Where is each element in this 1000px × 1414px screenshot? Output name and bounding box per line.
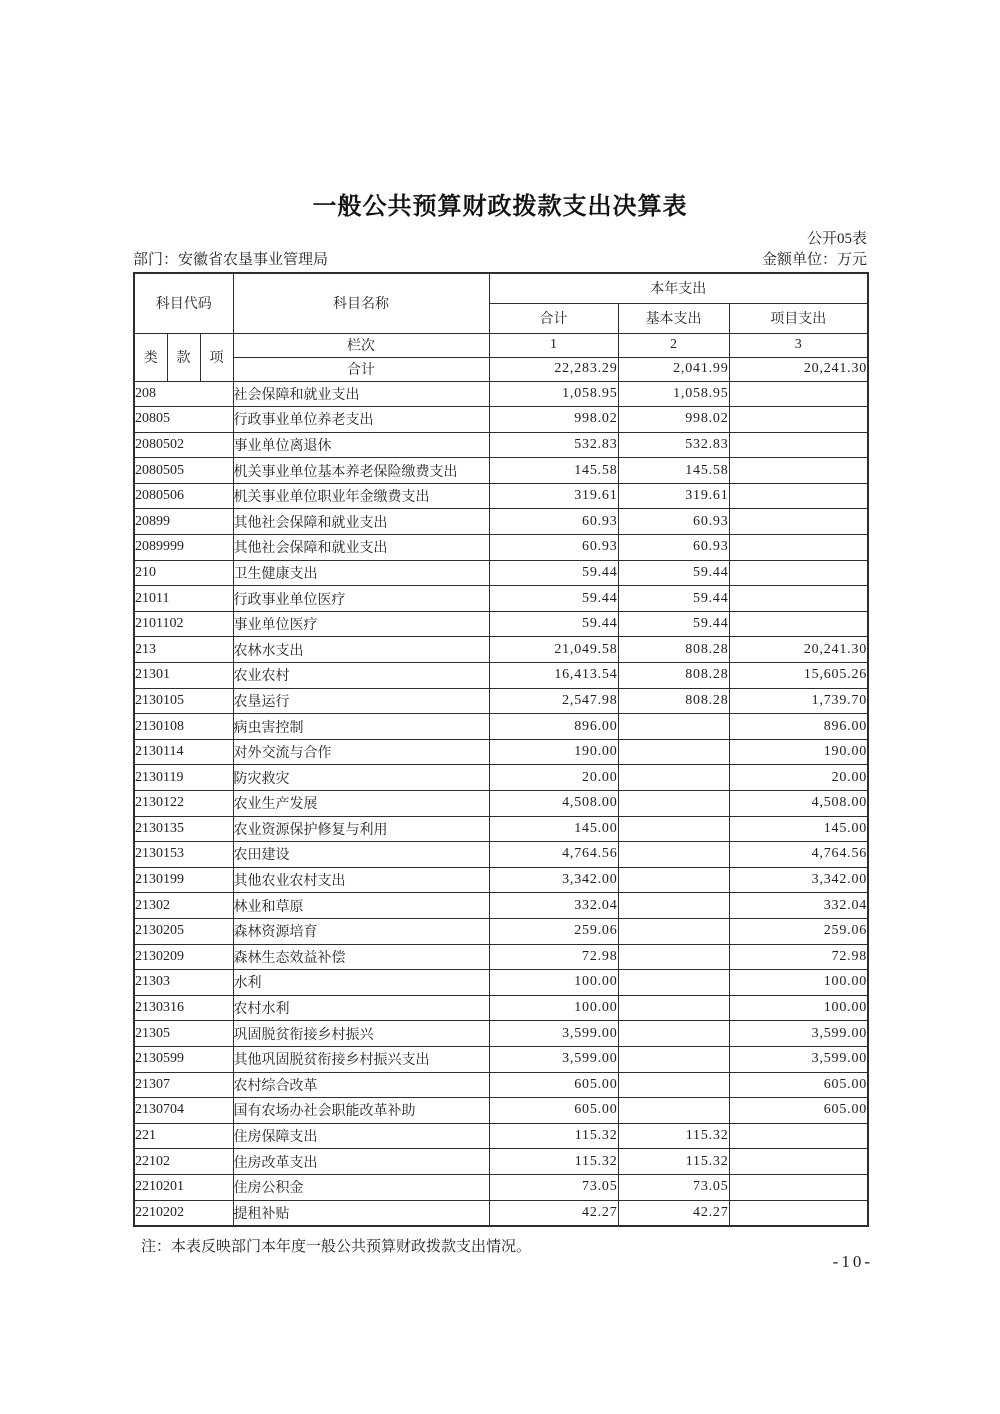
subject-code-cell: 20805 bbox=[134, 407, 233, 433]
subject-code-header: 科目代码 bbox=[134, 273, 233, 333]
total-value-cell: 100.00 bbox=[489, 995, 618, 1021]
subject-code-cell: 2130199 bbox=[134, 867, 233, 893]
subject-code-cell: 2130316 bbox=[134, 995, 233, 1021]
column-number-1: 1 bbox=[489, 333, 618, 357]
total-value-cell: 59.44 bbox=[489, 586, 618, 612]
table-row bbox=[134, 535, 868, 561]
table-row bbox=[134, 637, 868, 663]
table-row bbox=[134, 739, 868, 765]
subject-code-cell: 213 bbox=[134, 637, 233, 663]
project-value-cell: 896.00 bbox=[729, 714, 868, 740]
total-value-cell: 532.83 bbox=[489, 432, 618, 458]
section-subheader: 款 bbox=[167, 333, 200, 381]
subject-code-cell: 2080505 bbox=[134, 458, 233, 484]
subject-code-cell: 2130108 bbox=[134, 714, 233, 740]
project-value-cell: 3,599.00 bbox=[729, 1046, 868, 1072]
table-row bbox=[134, 944, 868, 970]
total-value-cell: 59.44 bbox=[489, 611, 618, 637]
subject-name-cell: 农业资源保护修复与利用 bbox=[233, 816, 489, 842]
department-label: 部门：安徽省农垦事业管理局 bbox=[133, 252, 329, 268]
current-year-expenditure-header: 本年支出 bbox=[489, 273, 868, 303]
subject-name-cell: 机关事业单位基本养老保险缴费支出 bbox=[233, 458, 489, 484]
basic-value-cell: 115.32 bbox=[618, 1149, 729, 1175]
table-row bbox=[134, 842, 868, 868]
table-note: 注：本表反映部门本年度一般公共预算财政拨款支出情况。 bbox=[141, 1238, 532, 1255]
subject-code-cell: 208 bbox=[134, 381, 233, 407]
project-value-cell bbox=[729, 560, 868, 586]
page-title: 一般公共预算财政拨款支出决算表 bbox=[312, 193, 688, 220]
subject-name-cell: 其他农业农村支出 bbox=[233, 867, 489, 893]
subject-name-cell: 住房保障支出 bbox=[233, 1123, 489, 1149]
basic-value-cell: 808.28 bbox=[618, 663, 729, 689]
table-row bbox=[134, 765, 868, 791]
total-value-cell: 20.00 bbox=[489, 765, 618, 791]
subject-code-cell: 2130122 bbox=[134, 791, 233, 817]
table-row bbox=[134, 970, 868, 996]
subject-code-cell: 21303 bbox=[134, 970, 233, 996]
subject-name-header: 科目名称 bbox=[233, 273, 489, 333]
item-subheader: 项 bbox=[200, 333, 233, 381]
basic-value-cell bbox=[618, 867, 729, 893]
meta-row bbox=[133, 251, 867, 269]
basic-value-cell: 808.28 bbox=[618, 688, 729, 714]
subject-name-cell: 农田建设 bbox=[233, 842, 489, 868]
basic-value-cell bbox=[618, 893, 729, 919]
total-value-cell: 4,764.56 bbox=[489, 842, 618, 868]
project-value-cell: 332.04 bbox=[729, 893, 868, 919]
basic-value-cell bbox=[618, 739, 729, 765]
table-row bbox=[134, 1123, 868, 1149]
subject-name-cell: 病虫害控制 bbox=[233, 714, 489, 740]
table-row bbox=[134, 791, 868, 817]
basic-value-cell: 532.83 bbox=[618, 432, 729, 458]
subject-code-cell: 2210202 bbox=[134, 1200, 233, 1226]
basic-value-cell bbox=[618, 1021, 729, 1047]
grand-total-row bbox=[134, 357, 868, 381]
basic-value-cell bbox=[618, 995, 729, 1021]
total-value-cell: 605.00 bbox=[489, 1072, 618, 1098]
subject-name-cell: 农村综合改革 bbox=[233, 1072, 489, 1098]
project-value-cell bbox=[729, 483, 868, 509]
total-value-cell: 16,413.54 bbox=[489, 663, 618, 689]
project-value-cell: 605.00 bbox=[729, 1072, 868, 1098]
table-row bbox=[134, 867, 868, 893]
amount-unit-label: 金额单位：万元 bbox=[761, 252, 867, 268]
page-number: -10- bbox=[832, 1252, 873, 1271]
basic-value-cell: 60.93 bbox=[618, 509, 729, 535]
basic-value-cell bbox=[618, 714, 729, 740]
subject-name-cell: 社会保障和就业支出 bbox=[233, 381, 489, 407]
basic-value-cell: 998.02 bbox=[618, 407, 729, 433]
subject-name-cell: 提租补贴 bbox=[233, 1200, 489, 1226]
total-value-cell: 42.27 bbox=[489, 1200, 618, 1226]
expenditure-table bbox=[133, 272, 869, 1227]
project-value-cell: 3,342.00 bbox=[729, 867, 868, 893]
basic-value-cell bbox=[618, 970, 729, 996]
project-value-cell bbox=[729, 1200, 868, 1226]
basic-value-cell: 42.27 bbox=[618, 1200, 729, 1226]
total-value-cell: 72.98 bbox=[489, 944, 618, 970]
project-value-cell bbox=[729, 611, 868, 637]
subject-name-cell: 农林水支出 bbox=[233, 637, 489, 663]
subject-name-cell: 机关事业单位职业年金缴费支出 bbox=[233, 483, 489, 509]
column-index-label: 栏次 bbox=[233, 333, 489, 357]
table-row bbox=[134, 509, 868, 535]
basic-value-cell bbox=[618, 1046, 729, 1072]
table-row bbox=[134, 1072, 868, 1098]
table-row bbox=[134, 407, 868, 433]
table-row bbox=[134, 995, 868, 1021]
grand-total-value: 22,283.29 bbox=[489, 357, 618, 381]
subject-code-cell: 2130599 bbox=[134, 1046, 233, 1072]
subject-name-cell: 其他巩固脱贫衔接乡村振兴支出 bbox=[233, 1046, 489, 1072]
header-row-3 bbox=[134, 333, 868, 357]
subject-name-cell: 其他社会保障和就业支出 bbox=[233, 535, 489, 561]
subject-name-cell: 农村水利 bbox=[233, 995, 489, 1021]
project-value-cell: 15,605.26 bbox=[729, 663, 868, 689]
subject-code-cell: 2089999 bbox=[134, 535, 233, 561]
subject-code-cell: 21302 bbox=[134, 893, 233, 919]
table-row bbox=[134, 1174, 868, 1200]
form-number-label: 公开05表 bbox=[806, 231, 867, 247]
project-value-cell bbox=[729, 432, 868, 458]
table-row bbox=[134, 1046, 868, 1072]
basic-expenditure-header: 基本支出 bbox=[618, 303, 729, 333]
column-number-3: 3 bbox=[729, 333, 868, 357]
subject-code-cell: 221 bbox=[134, 1123, 233, 1149]
total-value-cell: 896.00 bbox=[489, 714, 618, 740]
total-value-cell: 605.00 bbox=[489, 1098, 618, 1124]
total-value-cell: 2,547.98 bbox=[489, 688, 618, 714]
total-value-cell: 190.00 bbox=[489, 739, 618, 765]
project-value-cell bbox=[729, 1123, 868, 1149]
basic-value-cell: 60.93 bbox=[618, 535, 729, 561]
subject-name-cell: 农业农村 bbox=[233, 663, 489, 689]
project-value-cell bbox=[729, 535, 868, 561]
table-row bbox=[134, 688, 868, 714]
basic-value-cell: 59.44 bbox=[618, 560, 729, 586]
class-subheader: 类 bbox=[134, 333, 167, 381]
project-value-cell: 190.00 bbox=[729, 739, 868, 765]
total-value-cell: 319.61 bbox=[489, 483, 618, 509]
total-value-cell: 145.00 bbox=[489, 816, 618, 842]
basic-value-cell bbox=[618, 816, 729, 842]
project-value-cell: 605.00 bbox=[729, 1098, 868, 1124]
table-row bbox=[134, 1200, 868, 1226]
total-value-cell: 998.02 bbox=[489, 407, 618, 433]
basic-value-cell: 808.28 bbox=[618, 637, 729, 663]
total-value-cell: 100.00 bbox=[489, 970, 618, 996]
subject-name-cell: 国有农场办社会职能改革补助 bbox=[233, 1098, 489, 1124]
subject-name-cell: 防灾救灾 bbox=[233, 765, 489, 791]
basic-value-cell: 1,058.95 bbox=[618, 381, 729, 407]
project-value-cell bbox=[729, 458, 868, 484]
total-value-cell: 21,049.58 bbox=[489, 637, 618, 663]
subject-name-cell: 住房改革支出 bbox=[233, 1149, 489, 1175]
subject-name-cell: 林业和草原 bbox=[233, 893, 489, 919]
total-value-cell: 332.04 bbox=[489, 893, 618, 919]
subject-code-cell: 21305 bbox=[134, 1021, 233, 1047]
document-content bbox=[133, 0, 867, 1256]
basic-value-cell bbox=[618, 1098, 729, 1124]
total-value-cell: 60.93 bbox=[489, 535, 618, 561]
subject-code-cell: 21011 bbox=[134, 586, 233, 612]
subject-name-cell: 住房公积金 bbox=[233, 1174, 489, 1200]
total-value-cell: 3,342.00 bbox=[489, 867, 618, 893]
project-value-cell: 72.98 bbox=[729, 944, 868, 970]
basic-value-cell bbox=[618, 944, 729, 970]
subject-code-cell: 2130119 bbox=[134, 765, 233, 791]
project-value-cell: 3,599.00 bbox=[729, 1021, 868, 1047]
basic-value-cell: 145.58 bbox=[618, 458, 729, 484]
table-row bbox=[134, 1098, 868, 1124]
table-row bbox=[134, 586, 868, 612]
subject-code-cell: 2130105 bbox=[134, 688, 233, 714]
subject-name-cell: 农业生产发展 bbox=[233, 791, 489, 817]
subject-name-cell: 农垦运行 bbox=[233, 688, 489, 714]
subject-code-cell: 2130209 bbox=[134, 944, 233, 970]
basic-value-cell: 115.32 bbox=[618, 1123, 729, 1149]
subject-code-cell: 2130153 bbox=[134, 842, 233, 868]
subject-code-cell: 2130704 bbox=[134, 1098, 233, 1124]
subject-code-cell: 2101102 bbox=[134, 611, 233, 637]
table-row bbox=[134, 458, 868, 484]
subject-name-cell: 行政事业单位医疗 bbox=[233, 586, 489, 612]
grand-total-project-value: 20,241.30 bbox=[729, 357, 868, 381]
subject-name-cell: 水利 bbox=[233, 970, 489, 996]
table-body bbox=[134, 381, 868, 1226]
project-value-cell bbox=[729, 1149, 868, 1175]
table-row bbox=[134, 1021, 868, 1047]
subject-code-cell: 2210201 bbox=[134, 1174, 233, 1200]
basic-value-cell bbox=[618, 842, 729, 868]
table-header bbox=[134, 273, 868, 381]
column-number-2: 2 bbox=[618, 333, 729, 357]
subject-code-cell: 21301 bbox=[134, 663, 233, 689]
subject-code-cell: 21307 bbox=[134, 1072, 233, 1098]
table-row bbox=[134, 432, 868, 458]
project-value-cell bbox=[729, 586, 868, 612]
project-value-cell: 4,764.56 bbox=[729, 842, 868, 868]
subject-code-cell: 2130205 bbox=[134, 918, 233, 944]
project-value-cell bbox=[729, 1174, 868, 1200]
subject-code-cell: 22102 bbox=[134, 1149, 233, 1175]
basic-value-cell bbox=[618, 1072, 729, 1098]
subject-name-cell: 森林资源培育 bbox=[233, 918, 489, 944]
basic-value-cell: 59.44 bbox=[618, 586, 729, 612]
total-value-cell: 73.05 bbox=[489, 1174, 618, 1200]
subject-name-cell: 事业单位离退休 bbox=[233, 432, 489, 458]
project-value-cell bbox=[729, 381, 868, 407]
project-value-cell: 100.00 bbox=[729, 995, 868, 1021]
basic-value-cell: 73.05 bbox=[618, 1174, 729, 1200]
basic-value-cell: 59.44 bbox=[618, 611, 729, 637]
subject-name-cell: 巩固脱贫衔接乡村振兴 bbox=[233, 1021, 489, 1047]
total-value-cell: 115.32 bbox=[489, 1123, 618, 1149]
subject-name-cell: 卫生健康支出 bbox=[233, 560, 489, 586]
total-value-cell: 115.32 bbox=[489, 1149, 618, 1175]
subject-name-cell: 事业单位医疗 bbox=[233, 611, 489, 637]
subject-name-cell: 行政事业单位养老支出 bbox=[233, 407, 489, 433]
subject-code-cell: 20899 bbox=[134, 509, 233, 535]
subject-name-cell: 其他社会保障和就业支出 bbox=[233, 509, 489, 535]
total-value-cell: 1,058.95 bbox=[489, 381, 618, 407]
total-value-cell: 59.44 bbox=[489, 560, 618, 586]
project-value-cell bbox=[729, 509, 868, 535]
header-row-1 bbox=[134, 273, 868, 303]
total-value-cell: 259.06 bbox=[489, 918, 618, 944]
grand-total-label: 合计 bbox=[233, 357, 489, 381]
table-row bbox=[134, 611, 868, 637]
subject-code-cell: 210 bbox=[134, 560, 233, 586]
total-value-cell: 4,508.00 bbox=[489, 791, 618, 817]
project-value-cell bbox=[729, 407, 868, 433]
grand-total-basic-value: 2,041.99 bbox=[618, 357, 729, 381]
table-row bbox=[134, 381, 868, 407]
table-row bbox=[134, 893, 868, 919]
total-value-cell: 3,599.00 bbox=[489, 1021, 618, 1047]
project-value-cell: 20,241.30 bbox=[729, 637, 868, 663]
project-value-cell: 20.00 bbox=[729, 765, 868, 791]
subject-name-cell: 对外交流与合作 bbox=[233, 739, 489, 765]
table-row bbox=[134, 1149, 868, 1175]
subject-code-cell: 2080502 bbox=[134, 432, 233, 458]
basic-value-cell bbox=[618, 918, 729, 944]
total-column-header: 合计 bbox=[489, 303, 618, 333]
total-value-cell: 3,599.00 bbox=[489, 1046, 618, 1072]
basic-value-cell: 319.61 bbox=[618, 483, 729, 509]
project-value-cell: 1,739.70 bbox=[729, 688, 868, 714]
subject-code-cell: 2080506 bbox=[134, 483, 233, 509]
table-row bbox=[134, 714, 868, 740]
basic-value-cell bbox=[618, 765, 729, 791]
subject-name-cell: 森林生态效益补偿 bbox=[233, 944, 489, 970]
project-value-cell: 145.00 bbox=[729, 816, 868, 842]
project-value-cell: 259.06 bbox=[729, 918, 868, 944]
table-row bbox=[134, 816, 868, 842]
basic-value-cell bbox=[618, 791, 729, 817]
table-row bbox=[134, 560, 868, 586]
project-value-cell: 4,508.00 bbox=[729, 791, 868, 817]
table-row bbox=[134, 663, 868, 689]
table-row bbox=[134, 918, 868, 944]
project-value-cell: 100.00 bbox=[729, 970, 868, 996]
table-row bbox=[134, 483, 868, 509]
subject-code-cell: 2130114 bbox=[134, 739, 233, 765]
project-expenditure-header: 项目支出 bbox=[729, 303, 868, 333]
total-value-cell: 60.93 bbox=[489, 509, 618, 535]
total-value-cell: 145.58 bbox=[489, 458, 618, 484]
subject-code-cell: 2130135 bbox=[134, 816, 233, 842]
